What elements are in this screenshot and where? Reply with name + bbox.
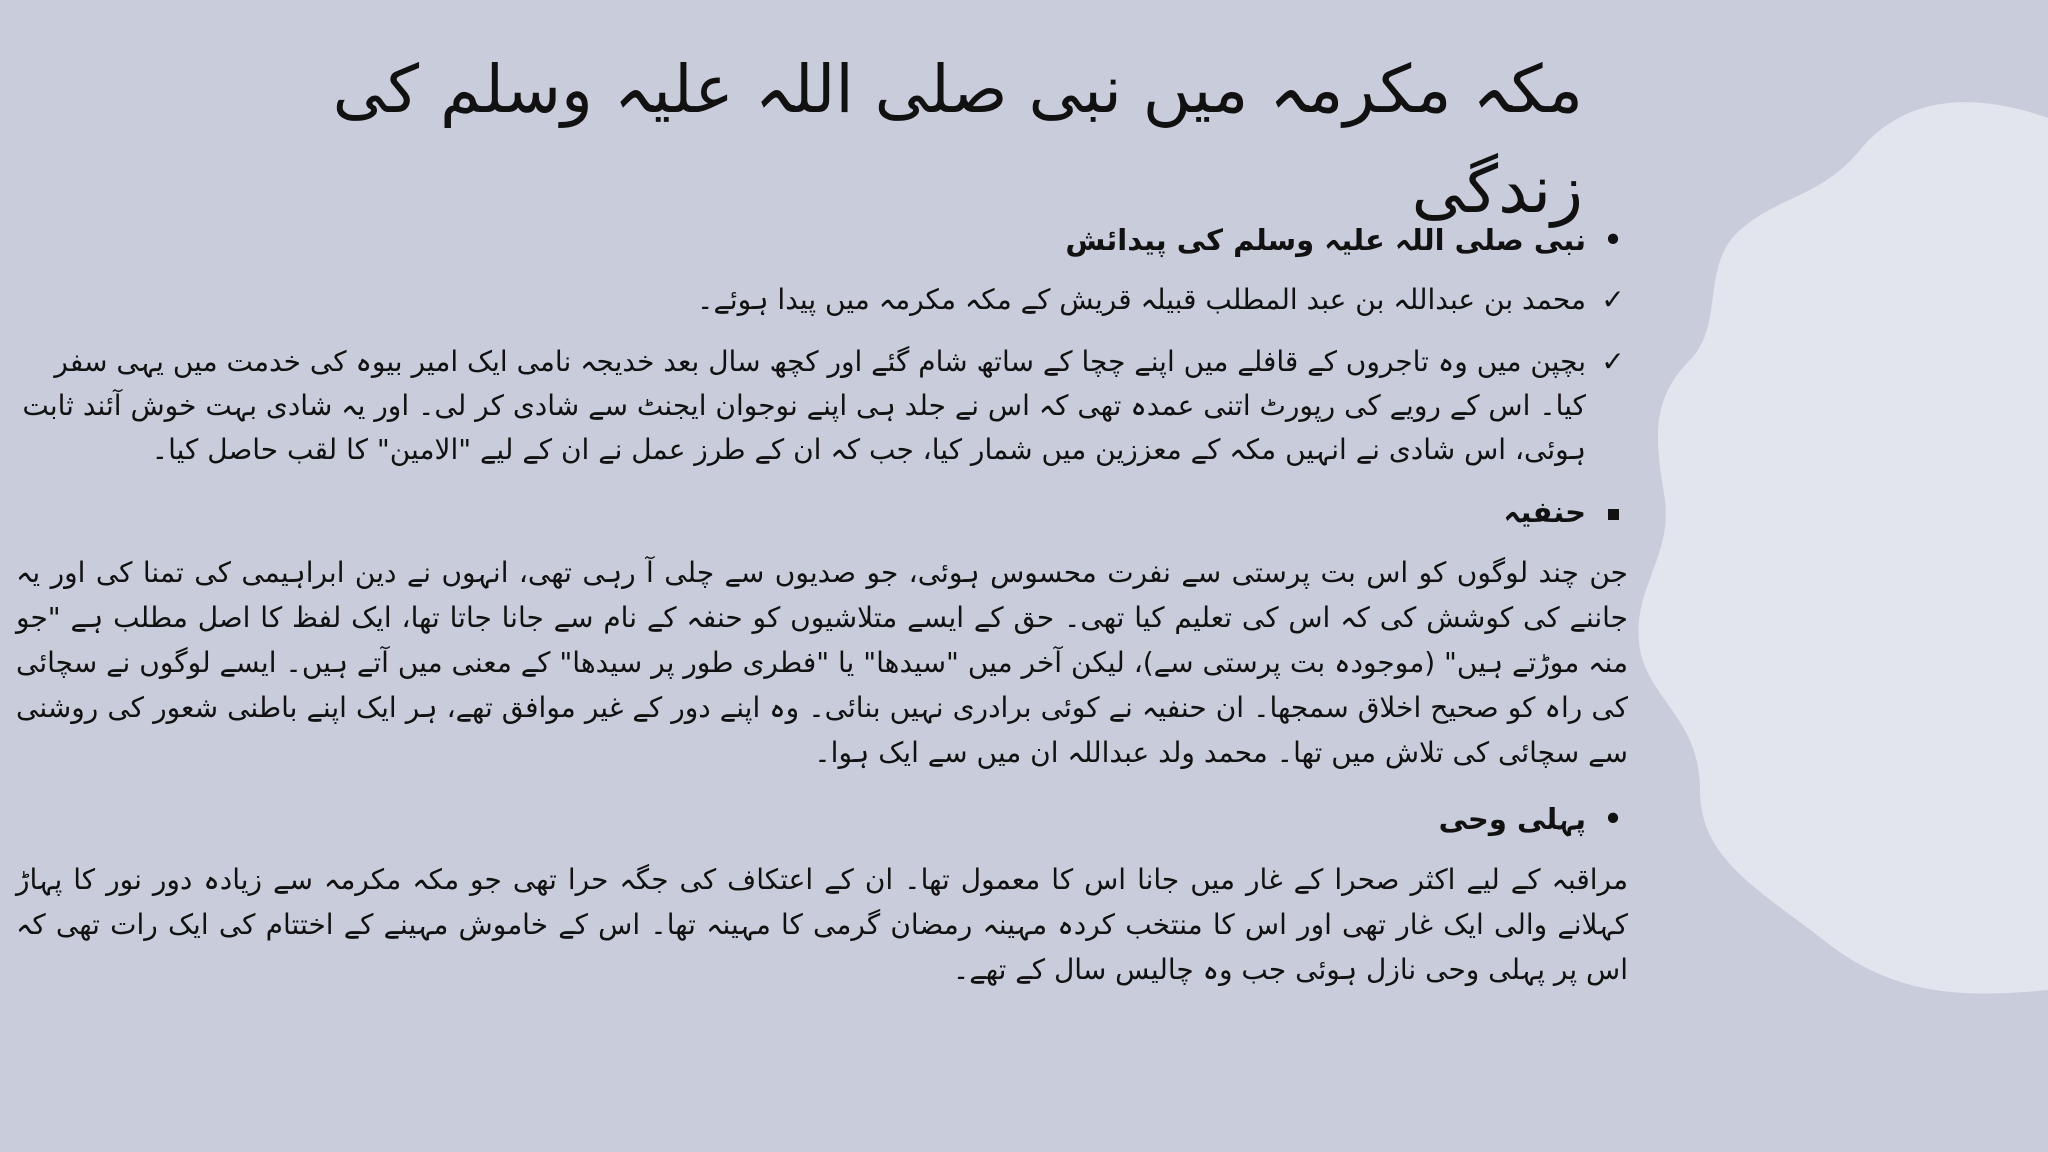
checkmark-icon: ✓	[1601, 283, 1625, 316]
list-item	[16, 278, 1628, 322]
heading-text: حنفیہ	[1503, 495, 1586, 529]
heading-text: نبی صلی اللہ علیہ وسلم کی پیدائش	[1065, 223, 1586, 257]
bullet-dot-icon: •	[1603, 802, 1623, 836]
square-bullet-icon	[1598, 490, 1628, 534]
section-heading-first-revelation	[16, 797, 1628, 841]
bullet-dot-icon: •	[1603, 223, 1623, 257]
hanafi-paragraph: جن چند لوگوں کو اس بت پرستی سے نفرت محسوس ہوئی، جو صدیوں سے چلی آ رہی تھی، انہوں نے دین ابراہیمی کی تمنا کی اور یہ جاننے کی کوشش کی کہ اس کی تعلیم کیا تھی۔ حق کے ایسے متلاشیوں کو حنفہ کے نام سے جانا جاتا تھا، ایک لفظ کا اصل مطلب ہے "جو منہ موڑتے ہیں" (موجودہ بت پرستی سے)، لیکن آخر میں "سیدھا" یا "فطری طور پر سیدھا" کے معنی میں آتے ہیں۔ ایسے لوگوں نے سچائی کی راہ کو صحیح اخلاق سمجھا۔ ان حنفیہ نے کوئی برادری نہیں بنائی۔ وہ اپنے دور کے غیر موافق تھے، ہر ایک اپنے باطنی شعور کی روشنی سے سچائی کی تلاش میں تھا۔ محمد ولد عبداللہ ان میں سے ایک ہوا۔	[16, 556, 1628, 769]
section-heading-hanafi	[16, 490, 1628, 534]
list-item-text: بچپن میں وہ تاجروں کے قافلے میں اپنے چچا کے ساتھ شام گئے اور کچھ سال بعد خدیجہ نامی ایک امیر بیوہ کی خدمت میں یہی سفر کیا۔ اس کے رویے کی رپورٹ اتنی عمدہ تھی کہ اس نے جلد ہی اپنے نوجوان ایجنٹ سے شادی کر لی۔ اور یہ شادی بہت خوش آئند ثابت ہوئی، اس شادی نے انہیں مکہ کے معززین میں شمار کیا، جب کہ ان کے طرز عمل نے ان کے لیے "الامین" کا لقب حاصل کیا۔	[22, 345, 1586, 466]
list-item-text: محمد بن عبداللہ بن عبد المطلب قبیلہ قریش کے مکہ مکرمہ میں پیدا ہوئے۔	[697, 283, 1586, 316]
list-item	[16, 340, 1628, 472]
slide-content	[16, 218, 1628, 1014]
heading-text: پہلی وحی	[1438, 802, 1586, 836]
checkmark-icon: ✓	[1601, 345, 1625, 378]
first-revelation-paragraph: مراقبہ کے لیے اکثر صحرا کے غار میں جانا اس کا معمول تھا۔ ان کے اعتکاف کی جگہ حرا تھی جو مکہ مکرمہ سے زیادہ دور نور کا پہاڑ کہلانے والی ایک غار تھی اور اس کا منتخب کردہ مہینہ رمضان گرمی کا مہینہ تھا۔ اس کے خاموش مہینے کے اختتام کی ایک رات تھی کہ اس پر پہلی وحی نازل ہوئی جب وہ چالیس سال کے تھے۔	[16, 863, 1628, 986]
section-heading-birth	[16, 218, 1628, 262]
slide-title: مکہ مکرمہ میں نبی صلی اللہ علیہ وسلم کی زندگی	[332, 51, 1583, 228]
